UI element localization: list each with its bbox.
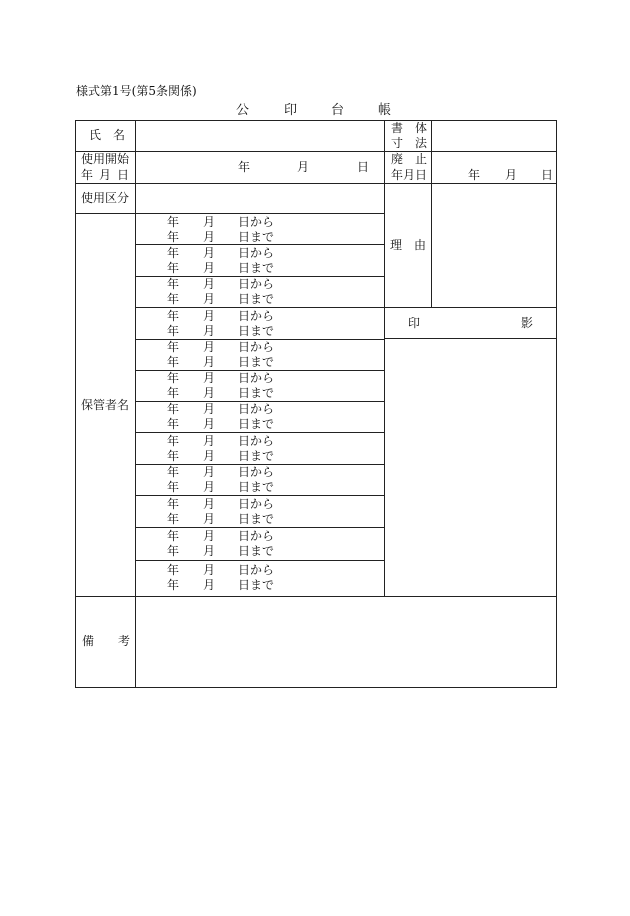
- reason-label-2: 由: [414, 238, 427, 252]
- keeper-to-year: 年: [167, 417, 180, 431]
- keeper-from-year: 年: [167, 563, 180, 577]
- divider-reason-bottom: [384, 307, 557, 308]
- keeper-to-day: 日まで: [238, 261, 275, 275]
- keeper-to-month: 月: [203, 480, 216, 494]
- keeper-from-month: 月: [203, 434, 216, 448]
- keeper-to-day: 日まで: [238, 512, 275, 526]
- keeper-divider: [135, 307, 385, 308]
- keeper-to-day: 日まで: [238, 230, 275, 244]
- keeper-from-day: 日から: [238, 563, 275, 577]
- keeper-to-day: 日まで: [238, 449, 275, 463]
- keeper-divider: [135, 495, 385, 496]
- keeper-from-month: 月: [203, 309, 216, 323]
- abolish-label-ymd: 年月日: [391, 168, 428, 182]
- keeper-divider: [135, 527, 385, 528]
- abolish-date-year: 年: [468, 168, 481, 182]
- keeper-to-month: 月: [203, 417, 216, 431]
- keeper-from-day: 日から: [238, 434, 275, 448]
- keeper-to-month: 月: [203, 386, 216, 400]
- keeper-to-year: 年: [167, 544, 180, 558]
- keeper-to-year: 年: [167, 324, 180, 338]
- keeper-from-day: 日から: [238, 497, 275, 511]
- keeper-to-year: 年: [167, 230, 180, 244]
- keeper-from-day: 日から: [238, 277, 275, 291]
- keeper-to-day: 日まで: [238, 355, 275, 369]
- keeper-from-day: 日から: [238, 402, 275, 416]
- keeper-to-month: 月: [203, 355, 216, 369]
- keeper-to-month: 月: [203, 261, 216, 275]
- form-number: 様式第1号(第5条関係): [76, 84, 197, 98]
- keeper-to-day: 日まで: [238, 292, 275, 306]
- keeper-from-day: 日から: [238, 246, 275, 260]
- keeper-to-year: 年: [167, 449, 180, 463]
- start-date-month: 月: [297, 160, 310, 174]
- keeper-to-year: 年: [167, 578, 180, 592]
- title-char-4: 帳: [378, 103, 392, 118]
- keeper-divider: [135, 244, 385, 245]
- keeper-from-year: 年: [167, 434, 180, 448]
- imprint-label-2: 影: [521, 316, 534, 330]
- category-field[interactable]: [136, 184, 384, 213]
- start-label-month: 月: [99, 168, 112, 182]
- keeper-from-month: 月: [203, 465, 216, 479]
- size-label-1: 書: [391, 121, 404, 135]
- size-label-3: 寸: [391, 136, 404, 150]
- keeper-from-year: 年: [167, 277, 180, 291]
- category-label: 使用区分: [81, 191, 130, 205]
- reason-label-1: 理: [390, 238, 403, 252]
- keeper-divider: [135, 432, 385, 433]
- reason-field[interactable]: [432, 184, 556, 307]
- keeper-from-year: 年: [167, 309, 180, 323]
- keeper-to-month: 月: [203, 578, 216, 592]
- abolish-label-1: 廃: [391, 152, 404, 166]
- divider-row-name: [75, 151, 557, 152]
- keeper-from-year: 年: [167, 371, 180, 385]
- size-field[interactable]: [432, 121, 556, 151]
- keeper-from-month: 月: [203, 215, 216, 229]
- remarks-label-2: 考: [118, 634, 131, 648]
- abolish-label-2: 止: [415, 152, 428, 166]
- keeper-from-day: 日から: [238, 465, 275, 479]
- start-label-year: 年: [81, 168, 94, 182]
- keeper-from-year: 年: [167, 465, 180, 479]
- keeper-to-month: 月: [203, 324, 216, 338]
- keeper-from-day: 日から: [238, 309, 275, 323]
- imprint-area[interactable]: [385, 339, 556, 596]
- keeper-from-year: 年: [167, 215, 180, 229]
- keeper-from-month: 月: [203, 529, 216, 543]
- keeper-from-day: 日から: [238, 215, 275, 229]
- table-border-bottom: [75, 687, 557, 688]
- table-border-right: [556, 120, 557, 687]
- keeper-from-month: 月: [203, 340, 216, 354]
- start-label-day: 日: [117, 168, 130, 182]
- keeper-from-year: 年: [167, 246, 180, 260]
- title-char-3: 台: [331, 103, 345, 118]
- keeper-to-month: 月: [203, 449, 216, 463]
- keeper-to-month: 月: [203, 544, 216, 558]
- size-label-4: 法: [415, 136, 428, 150]
- keeper-to-day: 日まで: [238, 480, 275, 494]
- keeper-from-year: 年: [167, 402, 180, 416]
- keeper-to-year: 年: [167, 355, 180, 369]
- title-char-2: 印: [284, 103, 298, 118]
- imprint-label-1: 印: [408, 316, 421, 330]
- keeper-to-day: 日まで: [238, 324, 275, 338]
- title-char-1: 公: [236, 103, 250, 118]
- keeper-label: 保管者名: [81, 398, 130, 412]
- size-label-2: 体: [415, 121, 428, 135]
- keeper-to-day: 日まで: [238, 386, 275, 400]
- keeper-from-year: 年: [167, 340, 180, 354]
- keeper-from-day: 日から: [238, 371, 275, 385]
- keeper-divider: [135, 560, 385, 561]
- keeper-from-month: 月: [203, 497, 216, 511]
- abolish-date-month: 月: [505, 168, 518, 182]
- start-label: 使用開始: [81, 152, 130, 166]
- keeper-to-day: 日まで: [238, 578, 275, 592]
- keeper-to-month: 月: [203, 292, 216, 306]
- keeper-from-day: 日から: [238, 529, 275, 543]
- keeper-to-year: 年: [167, 480, 180, 494]
- keeper-from-month: 月: [203, 563, 216, 577]
- name-label-1: 氏: [89, 128, 102, 142]
- start-date-year: 年: [238, 160, 251, 174]
- remarks-field[interactable]: [136, 597, 556, 687]
- name-label-2: 名: [113, 128, 126, 142]
- keeper-from-year: 年: [167, 497, 180, 511]
- keeper-from-month: 月: [203, 277, 216, 291]
- abolish-date-day: 日: [541, 168, 554, 182]
- keeper-from-month: 月: [203, 246, 216, 260]
- remarks-label-1: 備: [82, 634, 95, 648]
- keeper-to-day: 日まで: [238, 417, 275, 431]
- keeper-to-year: 年: [167, 292, 180, 306]
- keeper-from-month: 月: [203, 402, 216, 416]
- keeper-to-month: 月: [203, 512, 216, 526]
- keeper-to-day: 日まで: [238, 544, 275, 558]
- keeper-from-day: 日から: [238, 340, 275, 354]
- name-field[interactable]: [136, 121, 384, 151]
- keeper-to-year: 年: [167, 512, 180, 526]
- table-border-left: [75, 120, 76, 687]
- keeper-to-month: 月: [203, 230, 216, 244]
- keeper-from-month: 月: [203, 371, 216, 385]
- divider-row-category: [75, 213, 385, 214]
- keeper-to-year: 年: [167, 261, 180, 275]
- start-date-day: 日: [357, 160, 370, 174]
- keeper-from-year: 年: [167, 529, 180, 543]
- keeper-to-year: 年: [167, 386, 180, 400]
